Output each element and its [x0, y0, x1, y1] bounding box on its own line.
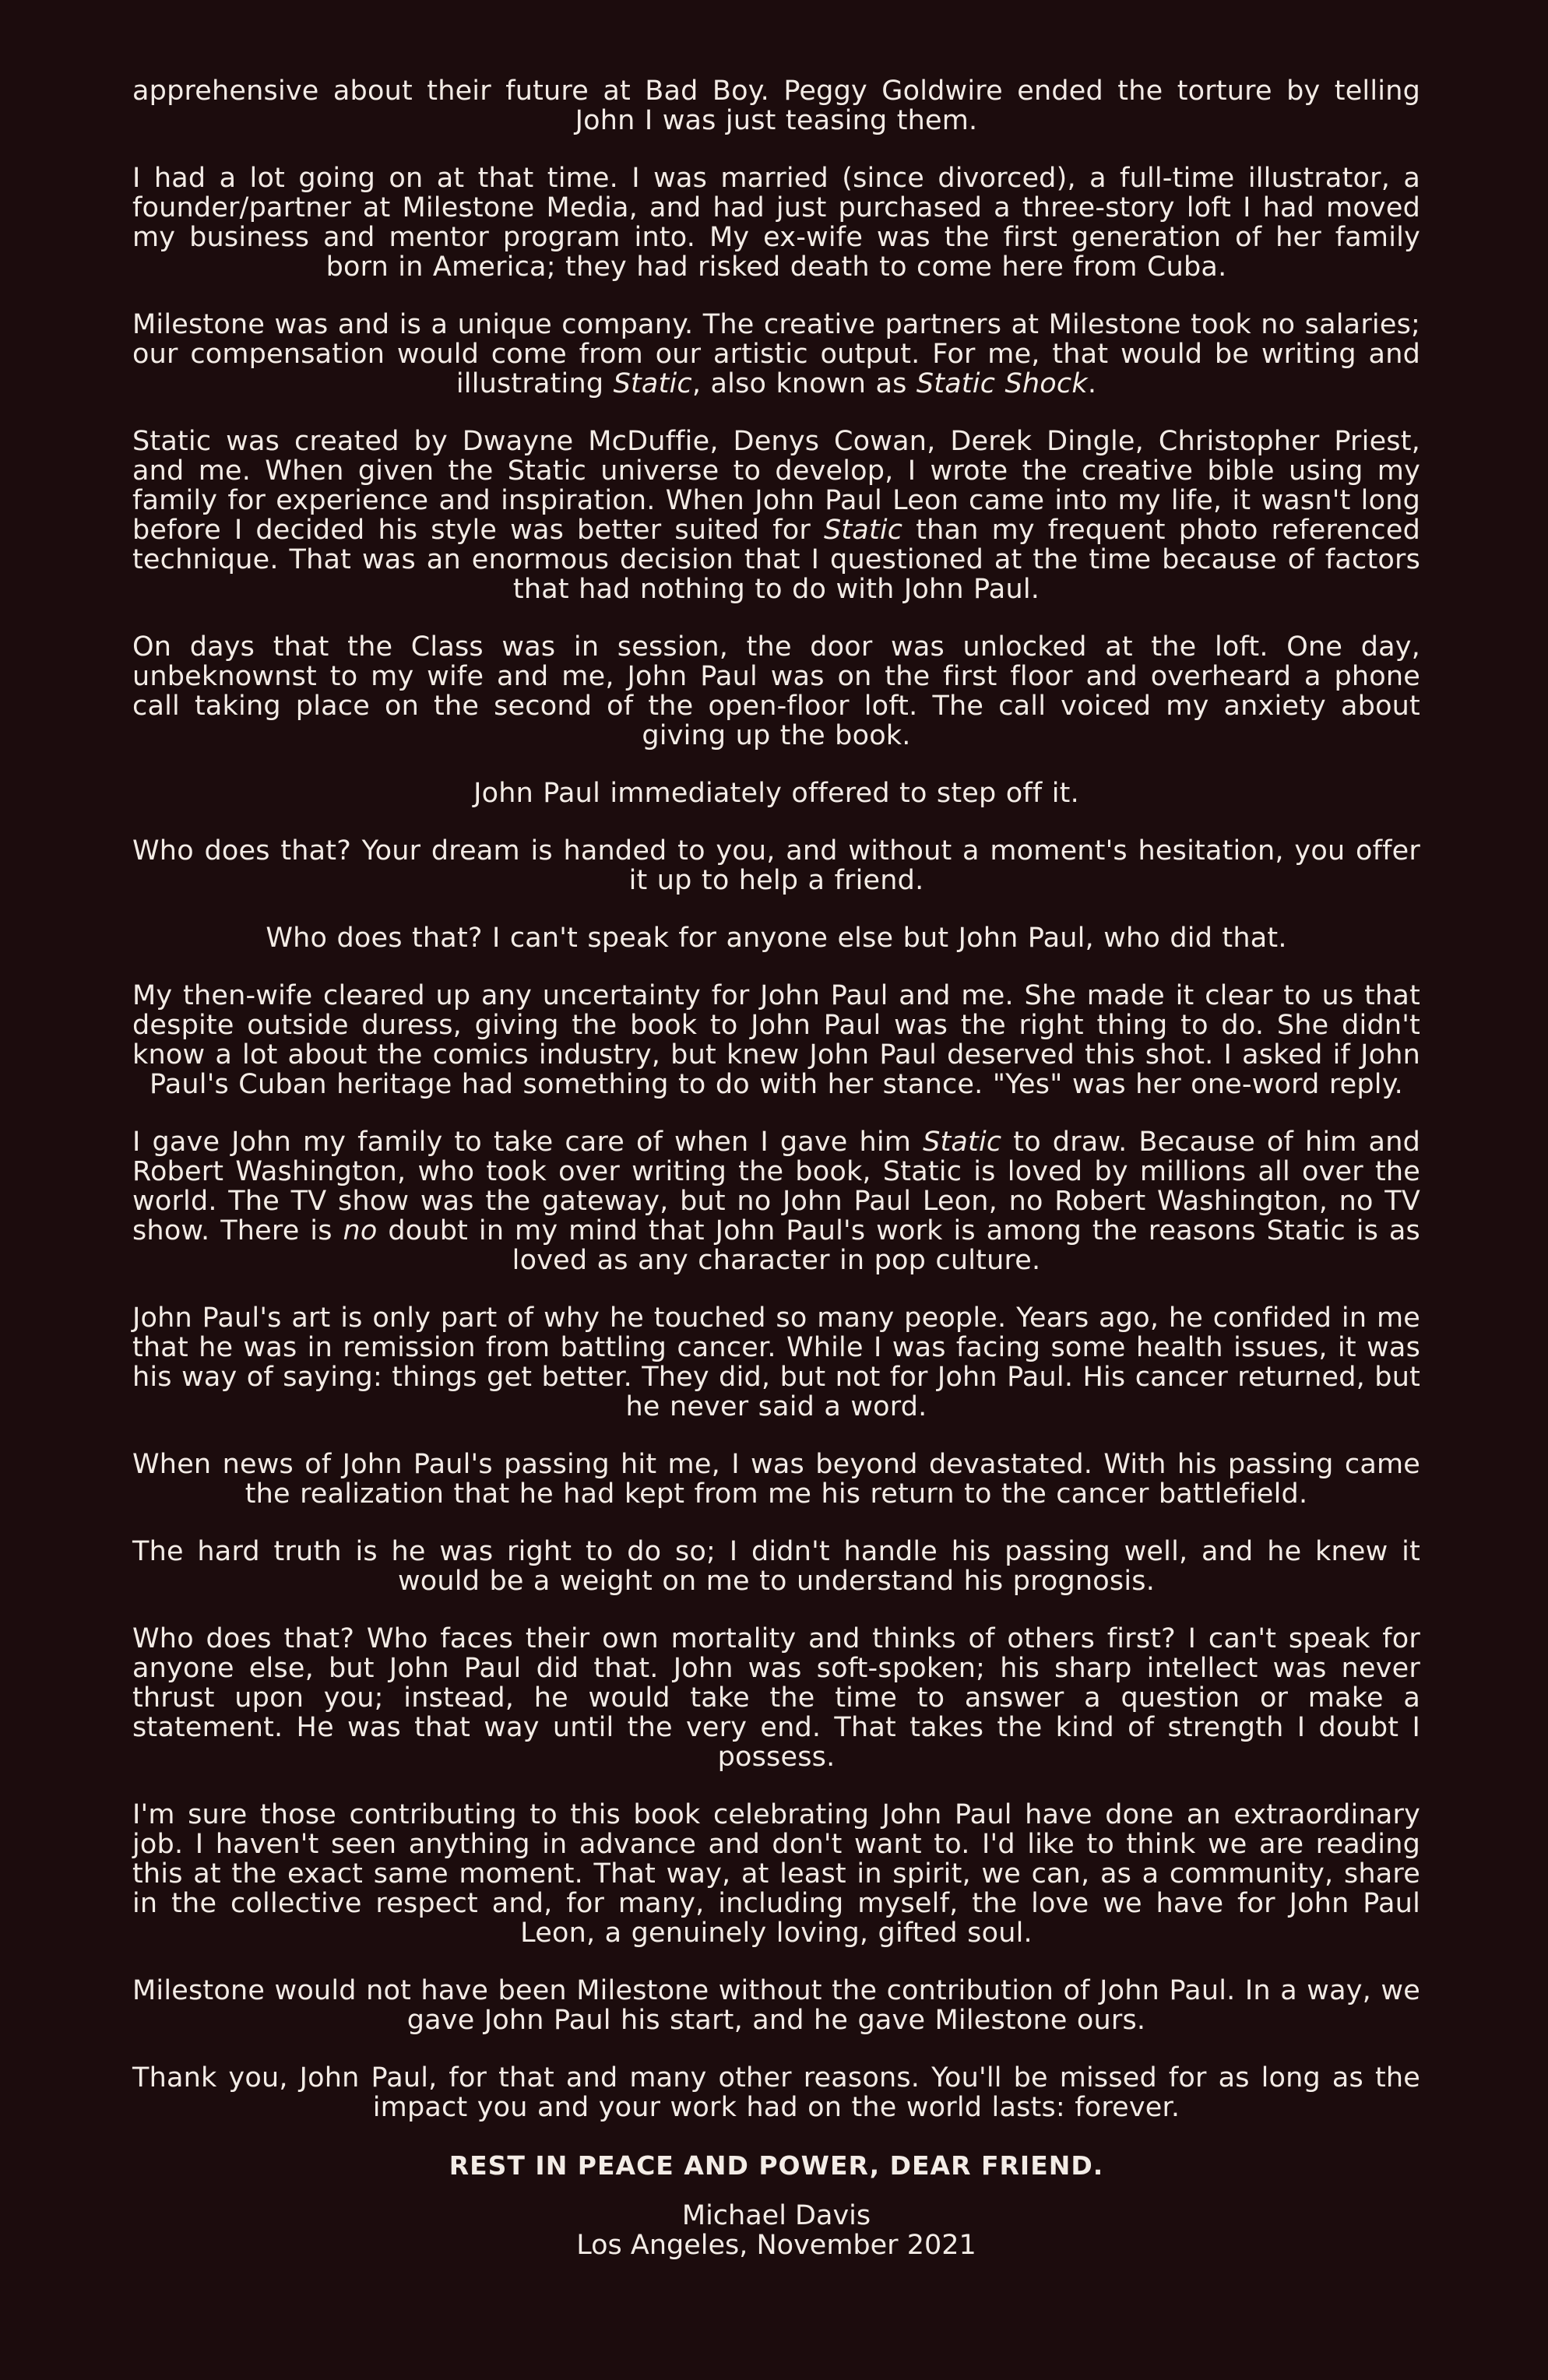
author-name: Michael Davis [681, 2200, 871, 2231]
paragraph-1 [132, 76, 1420, 135]
text-run: apprehensive about their future at Bad Boy. Peggy Goldwire ended the torture by telling John I was just teasing them. [132, 76, 1420, 136]
paragraph-8 [132, 923, 1420, 953]
text-run: My then-wife cleared up any uncertainty for John Paul and me. She made it clear to us that despite outside duress, giving the book to John Paul was the right thing to do. She didn't know a lot about the comics industry, but knew John Paul deserved this shot. I asked if John Paul's Cuban heritage had something to do with her stance. "Yes" was her one-word reply. [132, 980, 1420, 1100]
emphasis-no: no [343, 1215, 378, 1246]
text-run: On days that the Class was in session, the door was unlocked at the loft. One day, unbeknownst to my wife and me, John Paul was on the first floor and overheard a phone call taking place on the second of the open-floor loft. The call voiced my anxiety about giving up the book. [132, 631, 1420, 751]
paragraph-4 [132, 427, 1420, 604]
text-run: Milestone was and is a unique company. The creative partners at Milestone took no salaries; our compensation would come from our artistic output. For me, that would be writing and illustrating [132, 309, 1420, 399]
text-run: John Paul immediately offered to step off it. [473, 778, 1079, 809]
paragraph-12 [132, 1450, 1420, 1509]
text-run: Milestone would not have been Milestone without the contribution of John Paul. In a way, we gave John Paul his start, and he gave Milestone ours. [132, 1975, 1420, 2036]
paragraph-16 [132, 1976, 1420, 2035]
paragraph-11 [132, 1303, 1420, 1422]
text-run: . [1087, 368, 1097, 399]
paragraph-7 [132, 836, 1420, 895]
paragraph-3 [132, 310, 1420, 399]
text-run: doubt in my mind that John Paul's work is among the reasons Static is as loved as any character in pop culture. [377, 1215, 1420, 1276]
paragraph-6 [132, 779, 1420, 808]
paragraph-15 [132, 1800, 1420, 1948]
title-static: Static [613, 368, 692, 399]
paragraph-13 [132, 1537, 1420, 1596]
place-date: Los Angeles, November 2021 [576, 2230, 976, 2261]
text-run: Who does that? I can't speak for anyone else but John Paul, who did that. [266, 923, 1287, 954]
text-run: I'm sure those contributing to this book celebrating John Paul have done an extraordinary job. I haven't seen anything in advance and don't want to. I'd like to think we are reading this at the exact same moment. That way, at least in spirit, we can, as a community, share in the collective respect and, for many, including myself, the love we have for John Paul Leon, a genuinely loving, gifted soul. [132, 1799, 1420, 1949]
title-static-shock: Static Shock [916, 368, 1088, 399]
text-run: I had a lot going on at that time. I was married (since divorced), a full-time illustrator, a founder/partner at Milestone Media, and had just purchased a three-story loft I had moved my business and mentor program into. My ex-wife was the first generation of her family born in America; they had risked death to come here from Cuba. [132, 163, 1420, 283]
text-run: to draw. Because of him and Robert Washington, who took over writing the book, Static is loved by millions all over the world. The TV show was the gateway, but no John Paul Leon, no Robert Washington, no TV show. There is [132, 1127, 1421, 1246]
text-run: Static was created by Dwayne McDuffie, Denys Cowan, Derek Dingle, Christopher Priest, and me. When given the Static universe to develop, I wrote the creative bible using my family for experience and inspiration. When John Paul Leon came into my life, it wasn't long before I decided his style was better suited for [132, 426, 1420, 546]
paragraph-17 [132, 2063, 1420, 2122]
closing-line: REST IN PEACE AND POWER, DEAR FRIEND. [449, 2150, 1104, 2181]
paragraph-14 [132, 1624, 1420, 1772]
paragraph-2 [132, 163, 1420, 282]
text-run: Who does that? Who faces their own mortality and thinks of others first? I can't speak for anyone else, but John Paul did that. John was soft-spoken; his sharp intellect was never thrust upon you; instead, he would take the time to answer a question or make a statement. He was that way until the very end. That takes the kind of strength I doubt I possess. [132, 1623, 1420, 1773]
text-run: John Paul's art is only part of why he touched so many people. Years ago, he confided in me that he was in remission from battling cancer. While I was facing some health issues, it was his way of saying: things get better. They did, but not for John Paul. His cancer returned, but he never said a word. [132, 1302, 1420, 1422]
text-run: , also known as [691, 368, 916, 399]
text-run: When news of John Paul's passing hit me, I was beyond devastated. With his passing came the realization that he had kept from me his return to the cancer battlefield. [132, 1449, 1420, 1510]
signature-block [132, 2201, 1420, 2260]
text-run: The hard truth is he was right to do so; I didn't handle his passing well, and he knew it would be a weight on me to understand his prognosis. [132, 1536, 1420, 1597]
text-run: Who does that? Your dream is handed to you, and without a moment's hesitation, you offer it up to help a friend. [132, 835, 1420, 896]
text-run: I gave John my family to take care of when I gave him [132, 1127, 924, 1158]
paragraph-9 [132, 981, 1420, 1099]
title-static: Static [823, 515, 903, 546]
paragraph-10 [132, 1127, 1420, 1275]
title-static: Static [923, 1127, 1002, 1158]
text-run: Thank you, John Paul, for that and many other reasons. You'll be missed for as long as the impact you and your work had on the world lasts: forever. [132, 2062, 1420, 2123]
paragraph-5 [132, 632, 1420, 751]
text-run: than my frequent photo referenced technique. That was an enormous decision that I questioned at the time because of factors that had nothing to do with John Paul. [132, 515, 1421, 605]
